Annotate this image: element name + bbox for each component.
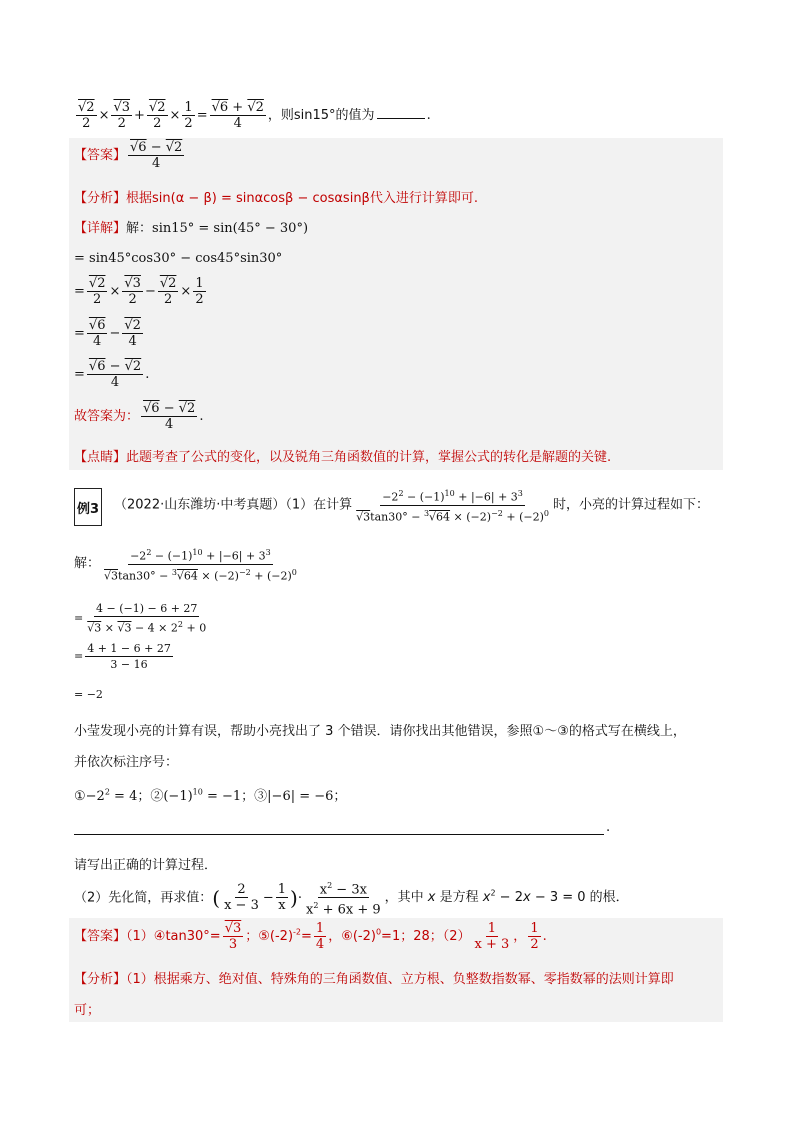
detail-1-line-5: = $\frac{√6 - √2}{4}$ . — [74, 359, 150, 390]
comment-1: 【点睛】此题考查了公式的变化，以及锐角三角函数值的计算，掌握公式的转化是解题的关键. — [74, 450, 612, 465]
solution-line-2: = $\frac{4 - (-1) - 6 + 27}{√3 \times √3 - 4 \times 2^2 + 0}$ — [74, 602, 207, 635]
answer-underline — [74, 834, 604, 835]
answer-1: 【答案】 $\frac{√6 - √2}{4}$ — [74, 140, 183, 171]
detail-1-line-1: 【详解】解：sin15° = sin(45° − 30°) — [74, 221, 309, 236]
detail-1-line-4: = $\frac{√6}{4}$ − $\frac{√2}{4}$ — [74, 318, 141, 349]
detail-1-line-3: = $\frac{√2}{2}$ × $\frac{√3}{2}$ − $\frac{√2}{2}$ × $\frac{1}{2}$ — [74, 276, 204, 307]
problem-expression: $\frac{√2}{2}$ × $\frac{√3}{2}$ + $\frac{√2}{2}$ × $\frac{1}{2}$ = $\frac{√6 + √2}{4}$ ，则sin15°的值为 . — [78, 100, 431, 131]
analysis-2-line-1: 【分析】（1）根据乘方、绝对值、特殊角的三角函数值、立方根、负整数指数幂、零指数幂的法则计算即 — [74, 972, 674, 987]
example-badge: 例3 — [74, 488, 102, 526]
answer-underline-end: . — [606, 820, 611, 835]
example-3-para-2: 并依次标注序号： — [74, 755, 179, 770]
solution-line-1: 解： $\frac{-2^2 - (-1)^{10} + |-6| + 3^3}{√3\tan 30^\circ - ^3√64 \times (-2)^{-2} + (-2)^0}$ — [74, 545, 301, 583]
example-3-para-1: 小莹发现小亮的计算有误，帮助小亮找出了 3 个错误．请你找出其他错误，参照①～③的格式写在横线上， — [74, 724, 686, 739]
answer-blank — [377, 106, 425, 119]
detail-1-conclusion: 故答案为： $\frac{√6 - √2}{4}$ . — [74, 401, 204, 432]
example-3-part-2: （2）先化简，再求值：( $\frac{2}{x - 3}$ − $\frac{1}{x}$ )· $\frac{x^2 - 3x}{x^2 + 6x + 9}$ ，其中 x 是方程 $x^2 - 2x - 3 = 0$ 的根． — [74, 878, 629, 918]
example-3-errors: $①-2^2 = 4$；$②(-1)^{10} = -1$；③|−6| = −6； — [74, 787, 347, 804]
analysis-1: 【分析】根据sin(α − β) = sinαcosβ − cosαsinβ代入进行计算即可. — [74, 191, 478, 206]
example-3-intro: （2022·山东潍坊·中考真题）（1）在计算 $\frac{-2^2 - (-1)^{10} + |-6| + 3^3}{√3\tan 30^\circ - ^3√64 \times (-2)^{-2} + (-2)^0}$ 时，小亮的计算过程如下： — [114, 486, 709, 524]
detail-1-line-2: = sin45°cos30° − cos45°sin30° — [74, 251, 283, 266]
example-3-ask: 请写出正确的计算过程． — [74, 858, 218, 873]
solution-line-3: = $\frac{4 + 1 - 6 + 27}{3 - 16}$ — [74, 642, 171, 671]
solution-final: = −2 — [74, 688, 103, 701]
answer-2: 【答案】（1）④tan30°= $\frac{√3}{3}$ ；$⑤(-2)^{-2}=$ $\frac{1}{4}$ ，$⑥(-2)^0=1$；28；（2） $\frac{1}{x + 3}$ ， $\frac{1}{2}$ . — [74, 921, 547, 952]
analysis-2-line-2: 可； — [74, 1003, 101, 1018]
